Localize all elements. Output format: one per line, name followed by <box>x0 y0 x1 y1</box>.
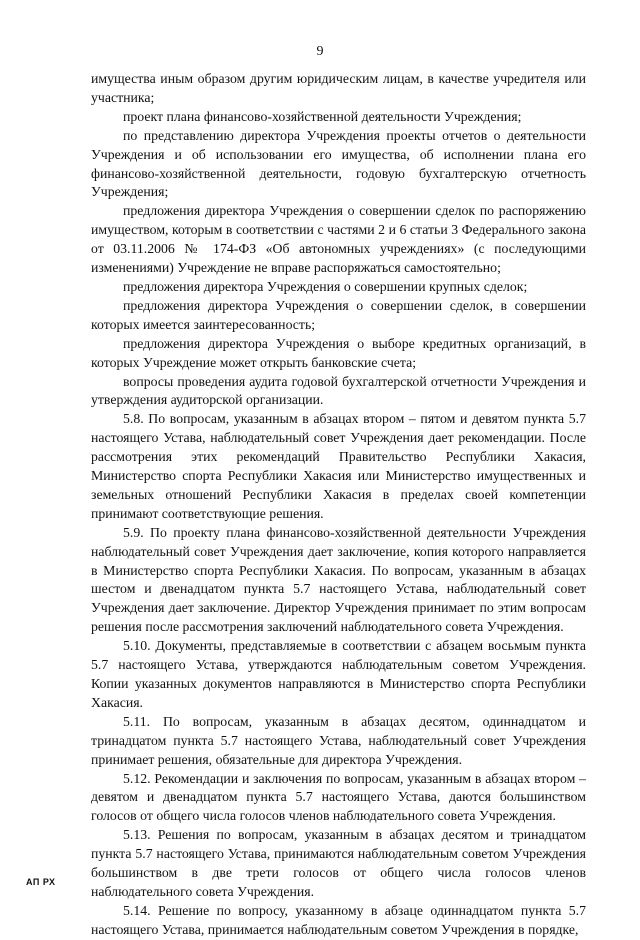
paragraph: 5.8. По вопросам, указанным в абзацах втором – пятом и девятом пункта 5.7 настоящего Устава, наблюдательный совет Учреждения дает рекомендации. После рассмотрения этих рекомендаций Правительство Республики Хакасия, Министерство спорта Республики Хакасия или Министерство имущественных и земельных отношений Республики Хакасия в пределах своей компетенции принимают соответствующие решения. <box>91 411 586 521</box>
paragraph: 5.14. Решение по вопросу, указанному в абзаце одиннадцатом пункта 5.7 настоящего Устава, принимается наблюдательным советом Учреждения в порядке, <box>91 902 586 937</box>
paragraph: 5.12. Рекомендации и заключения по вопросам, указанным в абзацах втором – девятом и двенадцатом пункта 5.7 настоящего Устава, даются большинством голосов от общего числа голосов членов наблюдательного совета Учреждения. <box>91 770 586 824</box>
paragraph: 5.13. Решения по вопросам, указанным в абзацах десятом и тринадцатом пункта 5.7 настоящего Устава, принимаются наблюдательным советом Учреждения большинством в две трети голосов от общего числа голосов членов наблюдательного совета Учреждения. <box>91 827 586 899</box>
paragraph: 5.11. По вопросам, указанным в абзацах десятом, одиннадцатом и тринадцатом пункта 5.7 настоящего Устава, наблюдательный совет Учреждения принимает решения, обязательные для директора Учреждения. <box>91 713 586 767</box>
paragraph: 5.10. Документы, представляемые в соответствии с абзацем восьмым пункта 5.7 настоящего Устава, утверждаются наблюдательным советом Учреждения. Копии указанных документов направляются в Министерство спорта Республики Хакасия. <box>91 638 586 710</box>
paragraph: предложения директора Учреждения о совершении крупных сделок; <box>123 278 528 294</box>
paragraph: проект плана финансово-хозяйственной деятельности Учреждения; <box>123 108 522 124</box>
document-body <box>91 70 586 940</box>
page-number: 9 <box>316 44 324 59</box>
footer-mark: АП РХ <box>26 877 56 887</box>
paragraph: 5.9. По проекту плана финансово-хозяйственной деятельности Учреждения наблюдательный совет Учреждения дает заключение, копия которого направляется в Министерство спорта Республики Хакасия. По вопросам, указанным в абзацах шестом и двенадцатом пункта 5.7 настоящего Устава, наблюдательный совет Учреждения дает заключение. Директор Учреждения принимает по этим вопросам решения после рассмотрения заключений наблюдательного совета Учреждения. <box>91 524 586 635</box>
paragraph: по представлению директора Учреждения проекты отчетов о деятельности Учреждения и об использовании его имущества, об исполнении плана его финансово-хозяйственной деятельности, годовую бухгалтерскую отчетность Учреждения; <box>91 127 586 200</box>
paragraph: предложения директора Учреждения о совершении сделок по распоряжению имуществом, которым в соответствии с частями 2 и 6 статьи 3 Федерального закона от 03.11.2006 № 174-ФЗ «Об автономных учреждениях» (с последующими изменениями) Учреждение не вправе распоряжаться самостоятельно; <box>91 203 586 276</box>
paragraph: предложения директора Учреждения о выборе кредитных организаций, в которых Учреждение может открыть банковские счета; <box>91 335 586 370</box>
paragraph: вопросы проведения аудита годовой бухгалтерской отчетности Учреждения и утверждения аудиторской организации. <box>91 373 586 408</box>
paragraph: предложения директора Учреждения о совершении сделок, в совершении которых имеется заинтересованность; <box>91 297 586 332</box>
paragraph: имущества иным образом другим юридическим лицам, в качестве учредителя или участника; <box>91 71 586 105</box>
